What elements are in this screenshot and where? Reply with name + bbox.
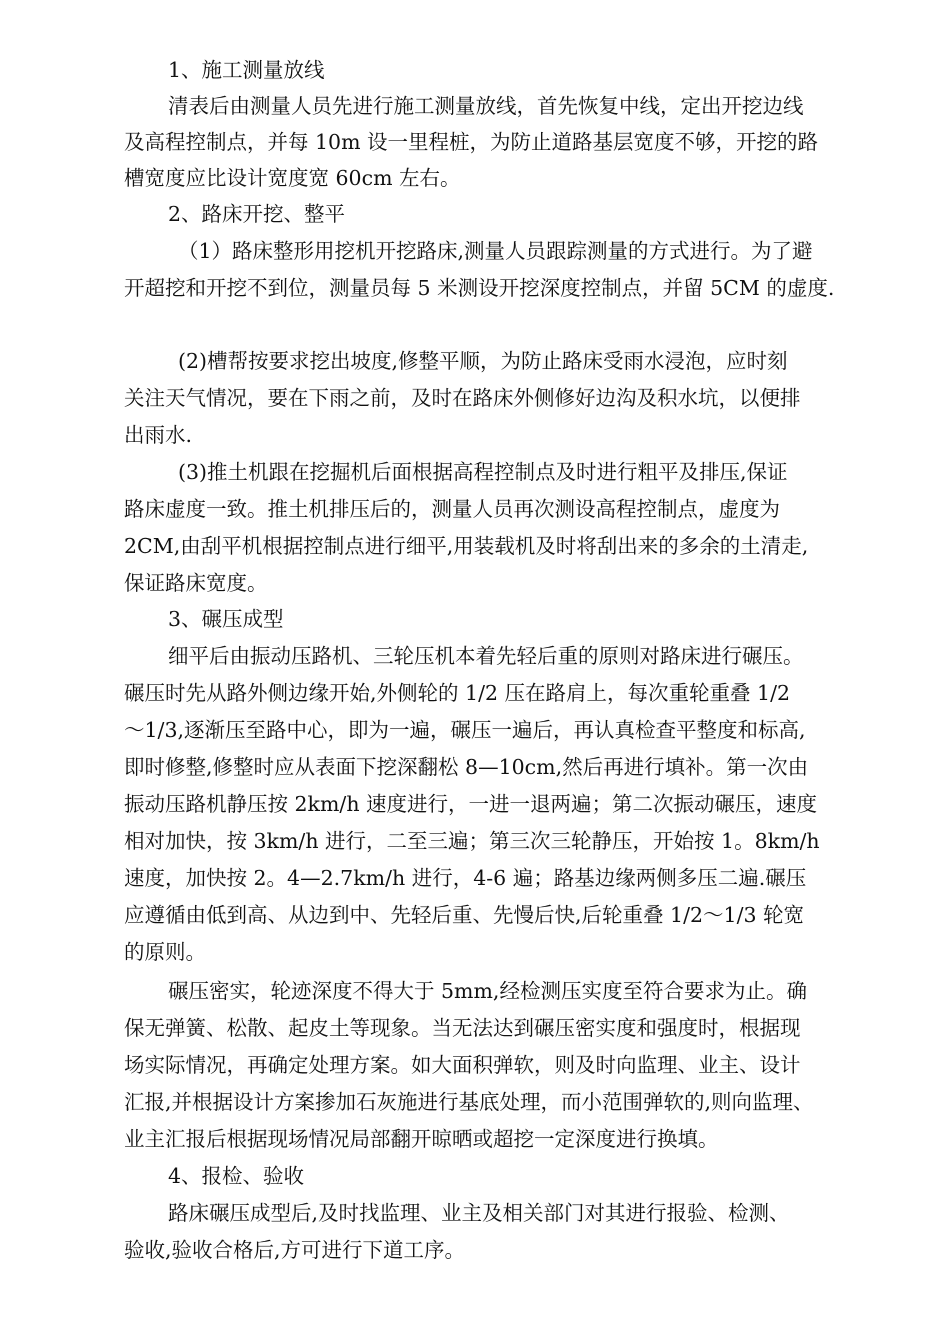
paragraph-line: 验收,验收合格后,方可进行下道工序。 — [124, 1238, 466, 1262]
paragraph-line: 细平后由振动压路机、三轮压机本着先轻后重的原则对路床进行碾压。 — [168, 644, 804, 668]
paragraph-line: 及高程控制点，并每 10m 设一里程桩，为防止道路基层宽度不够，开挖的路 — [124, 130, 819, 154]
paragraph-line: 槽宽度应比设计宽度宽 60cm 左右。 — [124, 166, 461, 190]
paragraph-line: 速度，加快按 2。4—2.7km/h 进行，4-6 遍；路基边缘两侧多压二遍.碾压 — [124, 866, 807, 890]
paragraph-line: 应遵循由低到高、从边到中、先轻后重、先慢后快,后轮重叠 1/2～1/3 轮宽 — [124, 903, 805, 927]
paragraph-line: ～1/3,逐渐压至路中心，即为一遍，碾压一遍后，再认真检查平整度和标高, — [124, 718, 806, 742]
paragraph-line: 碾压密实，轮迹深度不得大于 5mm,经检测压实度至符合要求为止。确 — [168, 979, 807, 1003]
paragraph-line: 业主汇报后根据现场情况局部翻开晾晒或超挖一定深度进行换填。 — [124, 1127, 719, 1151]
paragraph-line: 碾压时先从路外侧边缘开始,外侧轮的 1/2 压在路肩上，每次重轮重叠 1/2 — [124, 681, 791, 705]
paragraph-line: (2)槽帮按要求挖出坡度,修整平顺，为防止路床受雨水浸泡，应时刻 — [178, 349, 788, 373]
section-heading-1: 1、施工测量放线 — [168, 58, 325, 82]
paragraph-line: 场实际情况，再确定处理方案。如大面积弹软，则及时向监理、业主、设计 — [124, 1053, 801, 1077]
paragraph-line: 开超挖和开挖不到位，测量员每 5 米测设开挖深度控制点，并留 5CM 的虚度. — [124, 276, 835, 300]
paragraph-line: （1）路床整形用挖机开挖路床,测量人员跟踪测量的方式进行。为了避 — [178, 239, 813, 263]
section-heading-4: 4、报检、验收 — [168, 1164, 305, 1188]
paragraph-line: 路床碾压成型后,及时找监理、业主及相关部门对其进行报验、检测、 — [168, 1201, 790, 1225]
paragraph-line: 振动压路机静压按 2km/h 速度进行，一进一退两遍；第二次振动碾压，速度 — [124, 792, 818, 816]
paragraph-line: 的原则。 — [124, 940, 206, 964]
paragraph-line: 清表后由测量人员先进行施工测量放线，首先恢复中线，定出开挖边线 — [168, 94, 804, 118]
section-heading-3: 3、碾压成型 — [168, 607, 284, 631]
paragraph-line: 路床虚度一致。推土机排压后的，测量人员再次测设高程控制点，虚度为 — [124, 497, 780, 521]
paragraph-line: 保证路床宽度。 — [124, 571, 268, 595]
paragraph-line: 保无弹簧、松散、起皮土等现象。当无法达到碾压密实度和强度时，根据现 — [124, 1016, 801, 1040]
section-heading-2: 2、路床开挖、整平 — [168, 202, 346, 226]
paragraph-line: 关注天气情况，要在下雨之前，及时在路床外侧修好边沟及积水坑，以便排 — [124, 386, 801, 410]
paragraph-line: 2CM,由刮平机根据控制点进行细平,用装载机及时将刮出来的多余的土清走, — [124, 534, 809, 558]
paragraph-line: 汇报,并根据设计方案掺加石灰施进行基底处理，而小范围弹软的,则向监理、 — [124, 1090, 814, 1114]
paragraph-line: 相对加快，按 3km/h 进行，二至三遍；第三次三轮静压，开始按 1。8km/h — [124, 829, 820, 853]
paragraph-line: 出雨水. — [124, 423, 193, 447]
paragraph-line: (3)推土机跟在挖掘机后面根据高程控制点及时进行粗平及排压,保证 — [178, 460, 788, 484]
paragraph-line: 即时修整,修整时应从表面下挖深翻松 8—10cm,然后再进行填补。第一次由 — [124, 755, 809, 779]
